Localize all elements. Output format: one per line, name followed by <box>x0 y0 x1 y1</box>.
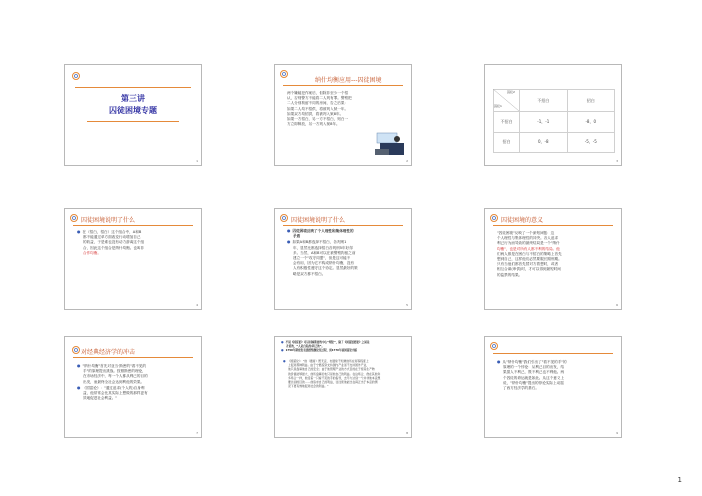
body-line: 多场合一样，他受着一只看不见的手的指导，去尽力达到一个并非他本意想 <box>288 375 381 380</box>
body-line: 说，"纳什均衡"提出的悖论实际上动摇 <box>503 380 564 385</box>
swirl-decoration-icon <box>71 71 81 81</box>
body-line: 出发，而最终全社会达到利他的效果。 <box>83 379 145 384</box>
body-line: 如果二人均不招供，将被判入狱一年。 <box>287 106 349 111</box>
body-line: 建立一个"攻守同盟"，但是这可能不 <box>293 256 351 261</box>
divider <box>75 87 191 88</box>
slide-9 <box>484 336 622 438</box>
slide-title: 纳什均衡应用---囚徒困境 <box>315 77 382 84</box>
divider <box>283 225 403 226</box>
slide-3 <box>484 64 622 166</box>
slide-body <box>497 359 617 391</box>
body-line: 只有当他们都首先替对方着想时，或者 <box>497 262 559 267</box>
body-line: 矛盾 <box>293 234 301 239</box>
body-line: 1759年斯密发表道德情操论及过程，到1776年前国富论出版 <box>285 348 358 352</box>
divider <box>87 121 179 122</box>
bullet-icon: ● <box>77 384 81 390</box>
matrix-col-header: 招白 <box>567 90 614 112</box>
slide-number: 2 <box>406 159 408 163</box>
slide-title: 对经典经济学的冲击 <box>81 349 136 356</box>
body-line: 在（招白，招白）这个组合中，A和B <box>82 230 142 234</box>
divider <box>73 225 193 226</box>
prisoner-illustration-icon <box>375 129 405 157</box>
slide-body <box>287 228 407 277</box>
body-line: 矛盾的，“人是自私的/利己的”。 <box>286 344 325 348</box>
body-line: 年，显然比都选择招白各判刑5年好得 <box>293 245 353 250</box>
body-line: 手"的原理提出挑战。按照斯密的理论， <box>83 369 146 374</box>
body-line: 果损人不利己，既不利己也不利他。两 <box>503 370 565 375</box>
slide-title-line1: 第三讲 <box>121 94 145 103</box>
body-line: 们两人都是在困白与不招白的策略上首先 <box>497 251 562 256</box>
bullet-icon: ● <box>287 228 291 233</box>
body-line: 合，因此这个组合是纳什均衡。也叫非 <box>83 245 145 250</box>
swirl-decoration-icon <box>279 69 289 79</box>
body-line: 利己行为而导致的最终结局是一个"纳什 <box>497 241 560 246</box>
matrix-row-header: 不招白 <box>494 112 520 133</box>
slide-title: 囚徒困境说明了什么 <box>81 217 136 224</box>
slide-body-top <box>281 341 409 352</box>
body-line: 的监禁的结果。 <box>497 272 523 277</box>
body-line: 人有积极性遵守这个协定。显然最好的策 <box>293 266 358 271</box>
body-line: 从"纳什均衡"我们引出了"看不见的手"的 <box>502 360 567 364</box>
body-line: 不说《国富论》可以回顾斯密的中心“理论”，除了《国富道德论》之间是 <box>285 341 370 344</box>
matrix-cell: -5，-5 <box>567 132 614 153</box>
body-line: 都不能通过单方面改变行动增加自己 <box>83 235 141 240</box>
body-line: 个人理性与集体理性的冲突。各人追求 <box>497 236 559 241</box>
bullet-icon: ● <box>283 359 286 363</box>
slide-number: 9 <box>616 431 618 435</box>
slide-number: 8 <box>406 431 408 435</box>
matrix-col-header: 不招白 <box>520 90 568 112</box>
body-line: 上促进那种利益。由于宁愿投资支持国内产业而不支持国外产业， <box>288 363 370 368</box>
divider <box>493 225 613 226</box>
matrix-cell: -8，0 <box>567 112 614 133</box>
slide-number: 6 <box>616 303 618 307</box>
body-line: 均衡"，也是对所有人都不利的结局。他 <box>497 246 560 251</box>
body-line: 如果A和B都选择不招白，各判刑1 <box>292 240 347 245</box>
slide-body <box>283 359 407 388</box>
matrix-corner-bottom: 囚犯1 <box>494 104 502 108</box>
body-line: 合作均衡。 <box>83 250 101 255</box>
bullet-icon: ● <box>77 229 81 234</box>
bullet-icon: ● <box>281 340 284 344</box>
body-line: 了西方经济学的基石。 <box>503 386 539 391</box>
body-line: 《国富论》："他（通常）既无意，也通常不知道他所在何等程度上 <box>287 359 369 363</box>
slide-title: 囚徒困境说明了什么 <box>291 217 346 224</box>
matrix-cell: -1，-1 <box>520 112 568 133</box>
body-line: 益，他常常会比其实际上想做的那样更有 <box>83 391 148 396</box>
bullet-icon: ● <box>287 239 291 245</box>
slide-title: 囚徒困境的意义 <box>501 217 544 224</box>
slide-body <box>77 229 197 256</box>
matrix-corner-top: 囚犯2 <box>507 90 515 94</box>
swirl-decoration-icon <box>69 213 79 223</box>
slide-6 <box>484 208 622 310</box>
body-line: 他只是盘算他自己的安全；由于他管理产业的方式目的在于使其生产物 <box>288 367 375 372</box>
page-number: 1 <box>677 476 682 484</box>
body-line: 认，否则警方不能将二人判有罪。警察把 <box>287 96 352 101</box>
body-line: 如果双方均招供，将被判入狱8年。 <box>287 111 344 116</box>
body-line: 相互合谋(串供)时，才可以得到最短时间 <box>497 267 561 272</box>
swirl-decoration-icon <box>489 341 499 351</box>
divider <box>283 85 403 86</box>
bullet-icon: ● <box>281 347 284 352</box>
body-line: 的价值能够最大，他所盘算的也只是他自己的利益。在这场合，像在其他许 <box>288 371 381 376</box>
body-line: 囚徒困境反映了个人理性和集体理性的 <box>292 229 354 233</box>
slide-body <box>287 91 372 127</box>
body-line: 要达到的目的……他追求自己的利益，往往使他能比在真正出于本意的情 <box>288 380 378 385</box>
slide-number: 4 <box>196 303 198 307</box>
body-line: 想到自己，这样他们必然要服长期刑期。 <box>497 257 562 262</box>
slide-7 <box>64 336 202 438</box>
slide-2 <box>274 64 412 166</box>
slide-number: 3 <box>616 159 618 163</box>
bullet-icon: ● <box>77 363 81 368</box>
body-line: 的收益，于是谁也没有动力游离这个组 <box>83 240 145 245</box>
body-line: 况下更有效地促进社会的利益。" <box>288 384 329 389</box>
slide-number: 5 <box>406 303 408 307</box>
divider <box>73 357 193 358</box>
slide-number: 7 <box>196 431 198 435</box>
body-line: 效地促进社会利益。" <box>83 396 117 401</box>
body-line: 在市场经济中，每一个人都从利己的目的 <box>83 374 148 379</box>
body-line: 多。当然，A和B可以在被警察拘留之前 <box>293 250 356 255</box>
body-line: 会有用，因为它不构成纳什均衡，没有 <box>293 261 355 266</box>
body-line: 二人分别拘留不同的房间，告之后果： <box>287 101 349 106</box>
divider <box>493 353 613 354</box>
body-line: 原理的一个悖论：从利己目的出发，结 <box>503 365 565 370</box>
body-line: 个囚徒的命运就是如此。从这个意义上 <box>503 375 565 380</box>
body-line: 《国富论》："通过追求(个人的)自身利 <box>82 385 145 390</box>
slide-8 <box>274 336 412 438</box>
body-line: 略是双方都不招白。 <box>293 271 326 276</box>
slide-5 <box>274 208 412 310</box>
slide-4 <box>64 208 202 310</box>
swirl-decoration-icon <box>489 213 499 223</box>
swirl-decoration-icon <box>71 345 81 355</box>
body-line: "囚徒困境"反映了一个深刻问题：这 <box>497 231 555 235</box>
body-line: 如果一方招白，另一方不招白，则白一 <box>287 117 349 122</box>
slide-body <box>77 363 197 401</box>
slide-number: 1 <box>196 159 198 163</box>
slide-title-line2: 囚徒困境专题 <box>109 106 157 115</box>
body-line: "纳什均衡"首先对亚当·斯密的"看不见的 <box>82 364 147 368</box>
bullet-icon: ● <box>497 359 501 364</box>
swirl-decoration-icon <box>279 213 289 223</box>
matrix-cell: 0，-8 <box>520 132 568 153</box>
body-line: 两个嫌疑犯作案后，但除非至少一个招 <box>287 91 349 95</box>
body-line: 方立即释放，另一方判入狱8年。 <box>287 122 340 127</box>
slide-body <box>497 231 617 278</box>
slide-1 <box>64 64 202 166</box>
matrix-row-header: 招白 <box>494 132 520 153</box>
